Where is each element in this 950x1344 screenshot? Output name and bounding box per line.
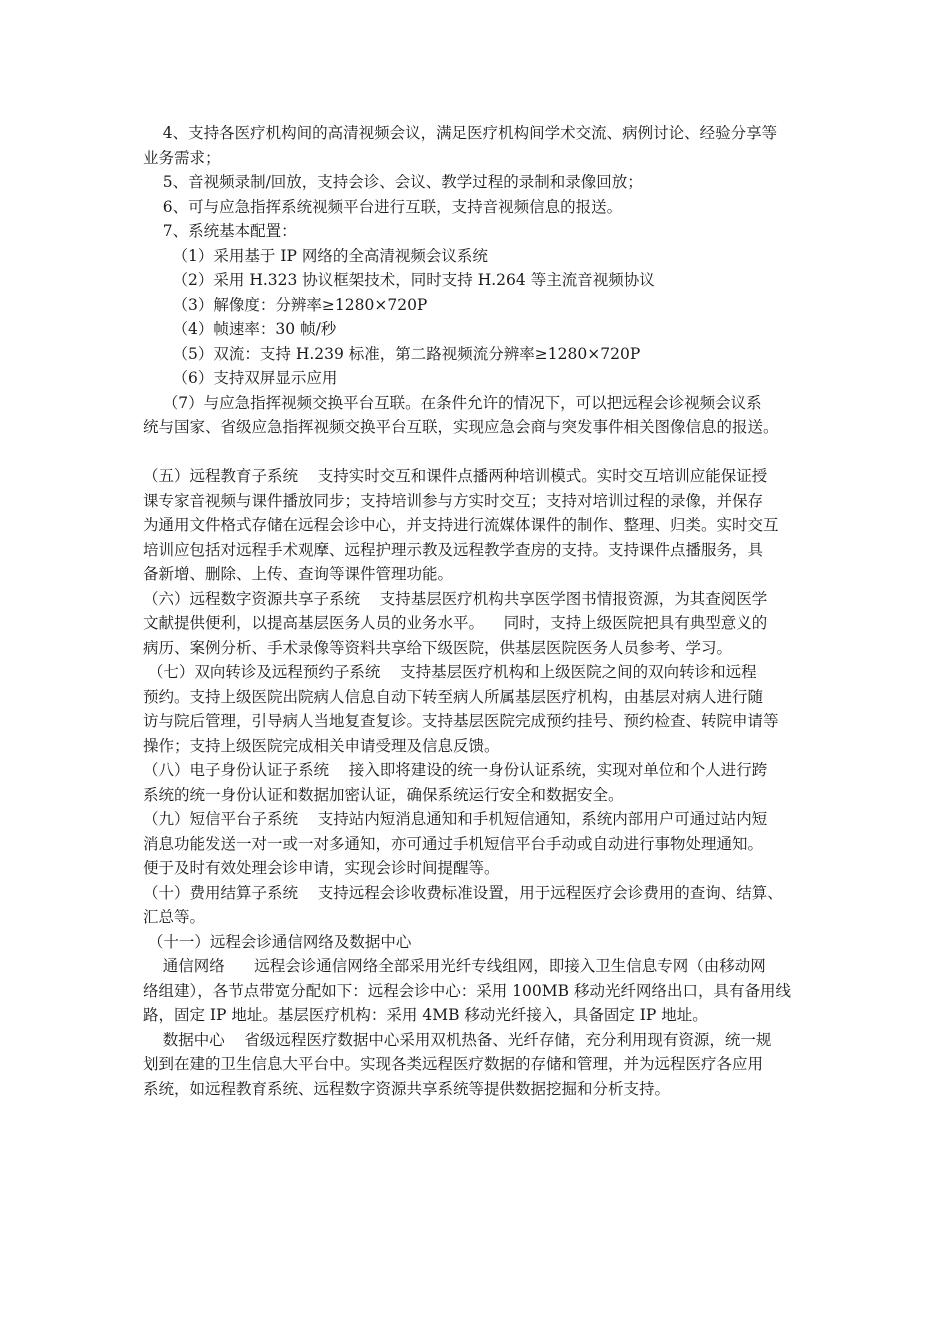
text-line: 汇总等。: [143, 908, 206, 926]
text-line: 6、可与应急指挥系统视频平台进行互联，支持音视频信息的报送。: [143, 197, 623, 216]
text-line: 操作；支持上级医院完成相关申请受理及信息反馈。: [143, 736, 500, 755]
text-line: （4）帧速率：30 帧/秒: [143, 320, 337, 338]
text-line: （1）采用基于 IP 网络的全高清视频会议系统: [143, 246, 488, 265]
text-line: 5、音视频录制/回放，支持会诊、会议、教学过程的录制和录像回放；: [143, 173, 643, 191]
text-line: 文献提供便利，以提高基层医务人员的业务水平。 同时，支持上级医院把具有典型意义的: [143, 614, 768, 632]
text-line: （7）与应急指挥视频交换平台互联。在条件允许的情况下，可以把远程会诊视频会议系: [143, 393, 762, 412]
text-line: （十一）远程会诊通信网络及数据中心: [143, 932, 412, 951]
text-line: （五）远程教育子系统 支持实时交互和课件点播两种培训模式。实时交互培训应能保证授: [143, 467, 768, 485]
text-line: （八）电子身份认证子系统 接入即将建设的统一身份认证系统，实现对单位和个人进行跨: [143, 761, 768, 779]
text-line: （3）解像度：分辨率≥1280×720P: [143, 295, 428, 314]
text-line: 课专家音视频与课件播放同步；支持培训参与方实时交互；支持对培训过程的录像，并保存: [143, 491, 764, 510]
text-line: 为通用文件格式存储在远程会诊中心，并支持进行流媒体课件的制作、整理、归类。实时交互: [143, 516, 779, 534]
text-line: （6）支持双屏显示应用: [143, 369, 338, 387]
text-line: 路，固定 IP 地址。基层医疗机构：采用 4MB 移动光纤接入，具备固定 IP 地址。: [143, 1006, 708, 1024]
text-line: 系统，如远程教育系统、远程数字资源共享系统等提供数据挖掘和分析支持。: [143, 1079, 671, 1098]
text-line: （六）远程数字资源共享子系统 支持基层医疗机构共享医学图书情报资源，为其查阅医学: [143, 589, 768, 608]
text-line: （九）短信平台子系统 支持站内短消息通知和手机短信通知，系统内部用户可通过站内短: [143, 810, 768, 828]
text-line: 数据中心 省级远程医疗数据中心采用双机热备、光纤存储，充分利用现有资源，统一规: [143, 1030, 772, 1049]
text-line: 病历、案例分析、手术录像等资料共享给下级医院，供基层医院医务人员参考、学习。: [143, 638, 733, 657]
text-line: 访与院后管理，引导病人当地复查复诊。支持基层医院完成预约挂号、预约检查、转院申请等: [143, 712, 779, 730]
text-line: （七）双向转诊及远程预约子系统 支持基层医疗机构和上级医院之间的双向转诊和远程: [143, 663, 757, 681]
text-line: （十）费用结算子系统 支持远程会诊收费标准设置，用于远程医疗会诊费用的查询、结算、: [143, 883, 783, 902]
text-line: 4、支持各医疗机构间的高清视频会议，满足医疗机构间学术交流、病例讨论、经验分享等: [143, 124, 778, 142]
text-line: 培训应包括对远程手术观摩、远程护理示教及远程教学查房的支持。支持课件点播服务，具: [143, 540, 764, 559]
blank-line: [143, 440, 813, 465]
text-line: 消息功能发送一对一或一对多通知，亦可通过手机短信平台手动或自动进行事物处理通知。: [143, 834, 764, 853]
text-line: 划到在建的卫生信息大平台中。实现各类远程医疗数据的存储和管理，并为远程医疗各应用: [143, 1055, 764, 1073]
document-body: [143, 121, 813, 1101]
text-line: 预约。支持上级医院出院病人信息自动下转至病人所属基层医疗机构，由基层对病人进行随: [143, 687, 764, 706]
text-line: （5）双流：支持 H.239 标准，第二路视频流分辨率≥1280×720P: [143, 344, 641, 363]
text-line: 7、系统基本配置：: [143, 222, 297, 240]
text-line: 备新增、删除、上传、查询等课件管理功能。: [143, 565, 454, 583]
text-line: 通信网络 远程会诊通信网络全部采用光纤专线组网，即接入卫生信息专网（由移动网: [143, 957, 766, 975]
text-line: 系统的统一身份认证和数据加密认证，确保系统运行安全和数据安全。: [143, 785, 624, 804]
text-line: 统与国家、省级应急指挥视频交换平台互联，实现应急会商与突发事件相关图像信息的报送。: [143, 418, 779, 436]
text-line: 业务需求；: [143, 148, 221, 167]
text-line: 络组建），各节点带宽分配如下：远程会诊中心：采用 100MB 移动光纤网络出口，具有备用线: [143, 981, 791, 1000]
text-line: （2）采用 H.323 协议框架技术，同时支持 H.264 等主流音视频协议: [143, 271, 655, 289]
text-line: 便于及时有效处理会诊申请，实现会诊时间提醒等。: [143, 859, 500, 877]
